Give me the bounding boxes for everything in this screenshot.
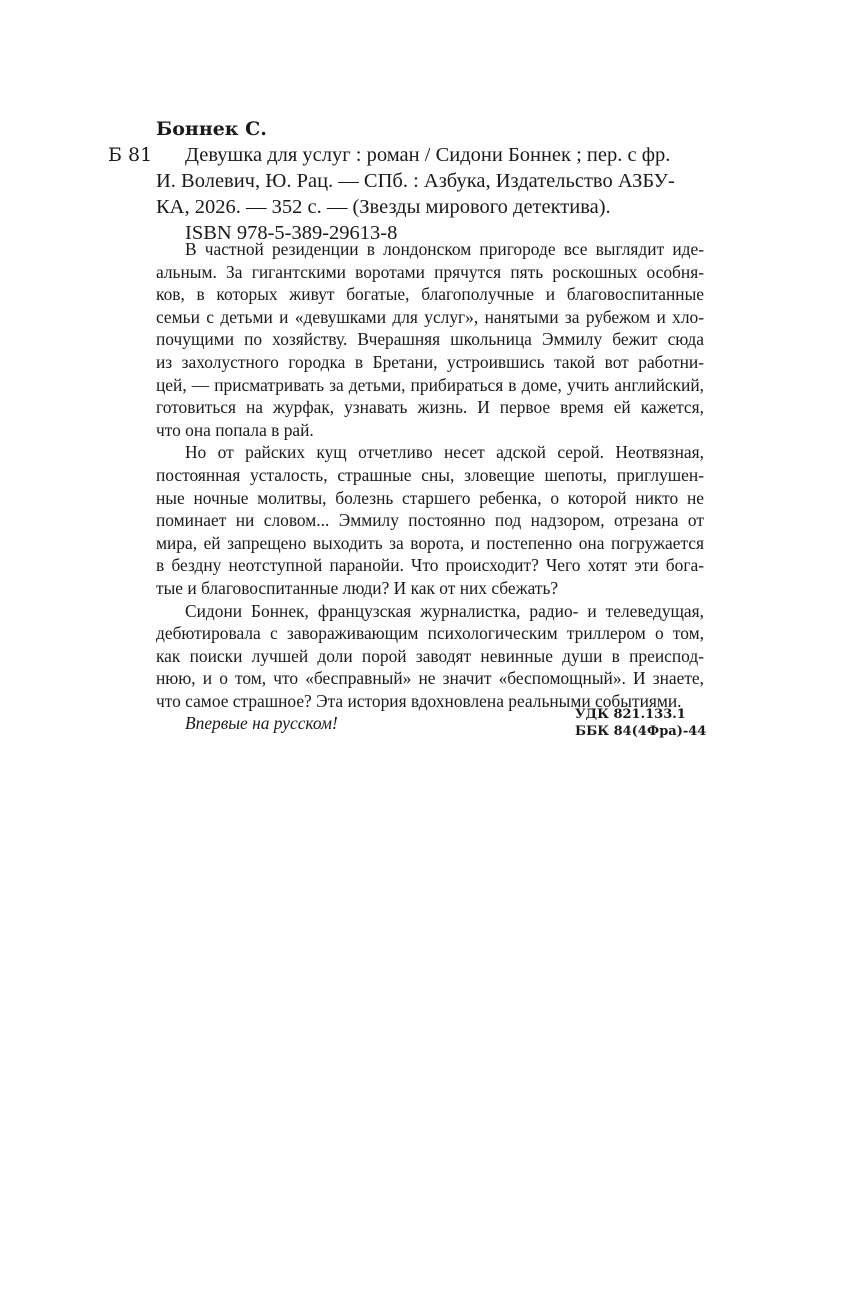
annotation-line: ные ночные молитвы, болезнь старшего ребенка, о которой никто не [156,487,704,508]
annotation-line: что она попала в рай. [156,419,314,440]
isbn: ISBN 978-5-389-29613-8 [185,222,398,244]
annotation-line: тые и благовоспитанные люди? И как от них сбежать? [156,577,559,598]
annotation-line: В частной резиденции в лондонском пригороде все выглядит иде- [185,239,704,259]
citation-line: И. Волевич, Ю. Рац. — СПб. : Азбука, Издательство АЗБУ- [156,170,675,192]
annotation-line: мира, ей запрещено выходить за ворота, и постепенно она погружается [156,532,704,553]
annotation-line: что самое страшное? Эта история вдохновлена реальными событиями. [156,690,682,711]
bbk-author-code: Б 81 [108,144,153,166]
annotation-line: в бездну неотступной паранойи. Что происходит? Чего хотят эти бога- [156,555,704,576]
annotation-line: поминает ни словом... Эммилу постоянно под надзором, отрезана от [156,510,704,531]
annotation-line: постоянная усталость, страшные сны, зловещие шепоты, приглушен- [156,464,704,485]
first-in-russian-note: Впервые на русском! [185,713,338,734]
annotation-line: как поиски лучшей доли порой заводят невинные души в преиспод- [156,645,704,666]
annotation-line: нюю, и о том, что «бесправный» не значит «беспомощный». И знаете, [156,668,704,689]
annotation-line: из захолустного городка в Бретани, устроившись такой вот работни- [156,351,704,372]
annotation-line: Сидони Боннек, французская журналистка, радио- и телеведущая, [185,600,704,621]
annotation-line: альным. За гигантскими воротами прячутся пять роскошных особня- [156,261,704,282]
annotation-line: цей, — присматривать за детьми, прибираться в доме, учить английский, [156,374,704,395]
annotation [156,238,704,735]
annotation-line: ков, в которых живут богатые, благополучные и благовоспитанные [156,284,704,305]
citation-line: Девушка для услуг : роман / Сидони Боннек ; пер. с фр. [185,144,671,166]
udk-code: УДК 821.133.1 [575,707,686,722]
author-heading: Боннек С. [156,118,267,140]
classification-codes [575,706,706,740]
citation-line: КА, 2026. — 352 с. — (Звезды мирового детектива). [156,196,611,218]
annotation-line: Но от райских кущ отчетливо несет адской серой. Неотвязная, [185,442,704,463]
annotation-line: дебютировала с завораживающим психологическим триллером о том, [156,623,704,644]
annotation-line: семьи с детьми и «девушками для услуг», нанятыми за рубежом и хло- [156,306,704,327]
annotation-line: готовиться на журфак, узнавать жизнь. И первое время ей кажется, [156,397,704,418]
annotation-line: почущими по хозяйству. Вчерашняя школьница Эммилу бежит сюда [156,329,704,350]
bbk-code: ББК 84(4Фра)-44 [575,724,707,739]
bibliographic-description [156,142,704,246]
